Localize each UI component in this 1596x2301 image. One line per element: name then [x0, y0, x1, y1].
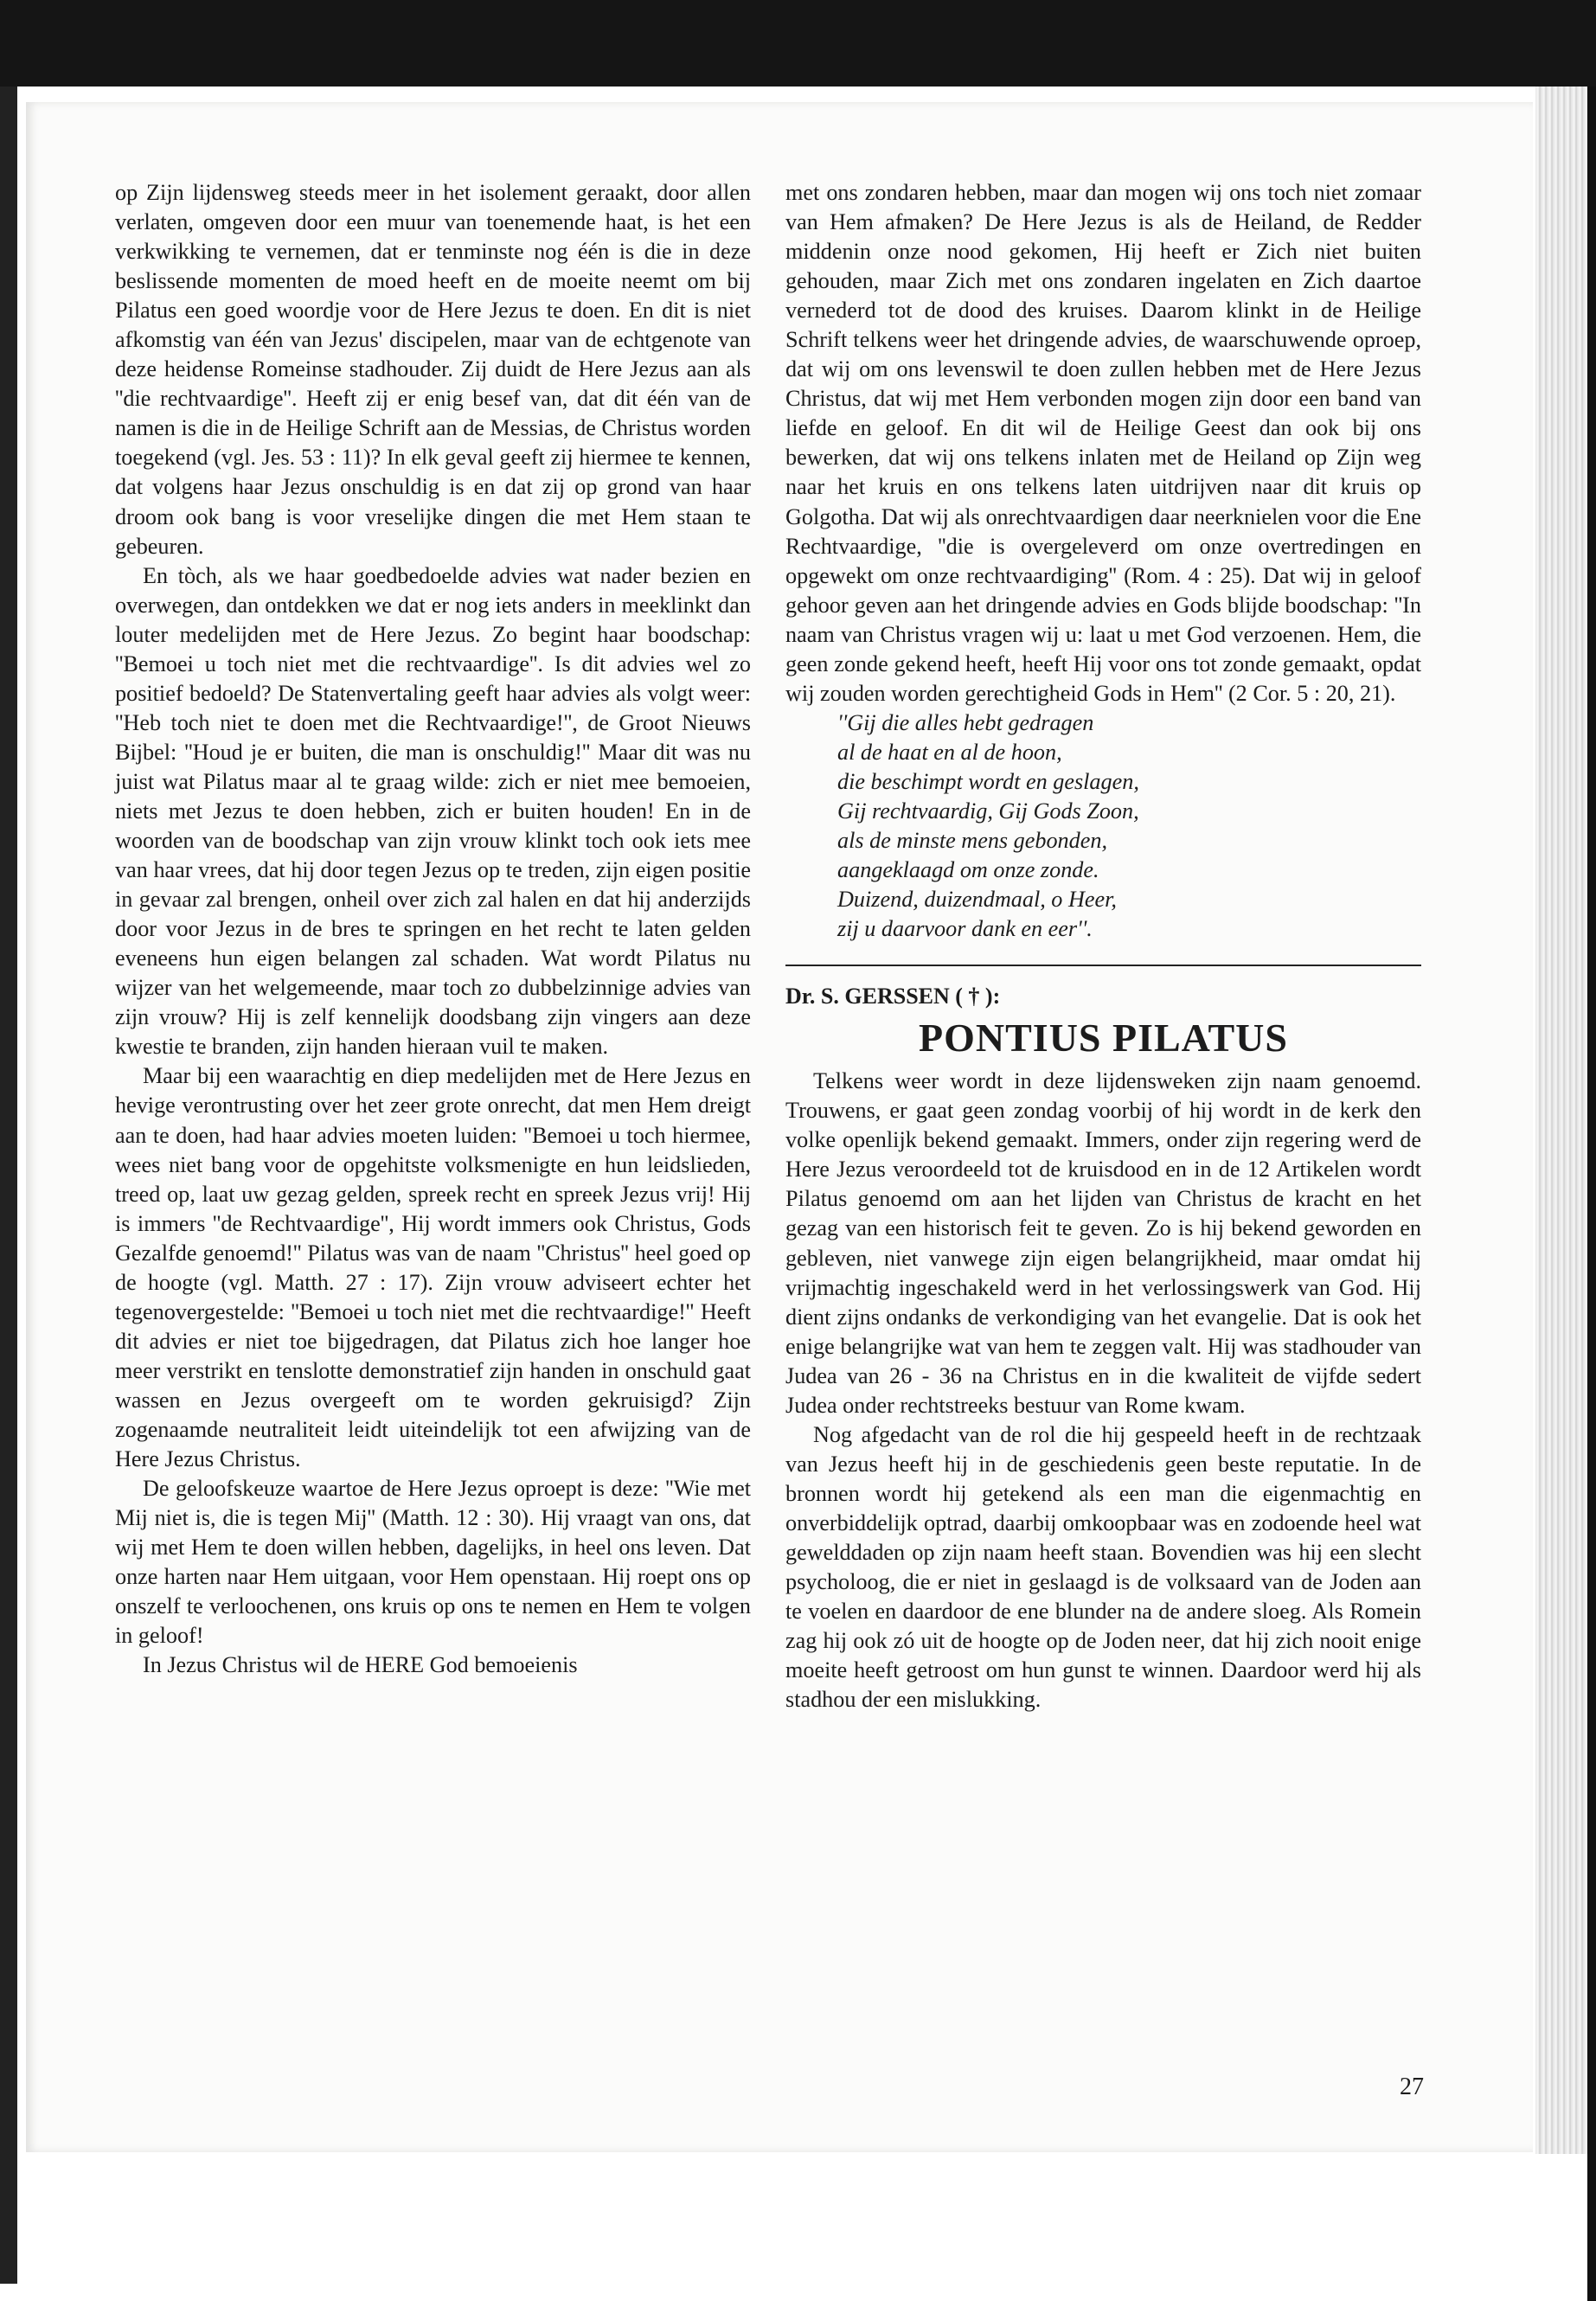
paragraph: De geloofskeuze waartoe de Here Jezus oproept is deze: ''Wie met Mij niet is, die is tegen Mij'' (Matth. 12 : 30). Hij vraagt van ons, dat wij met Hem te doen willen hebben, dagelijks, in heel ons leven. Dat onze harten naar Hem uitgaan, voor Hem openstaan. Hij roept ons op onszelf te verloochenen, ons kruis op ons te nemen en Hem te volgen in geloof! — [115, 1476, 751, 1649]
paragraph: Telkens weer wordt in deze lijdensweken zijn naam genoemd. Trouwens, er gaat geen zondag voorbij of hij wordt in de kerk den volke openlijk bekend gemaakt. Immers, onder zijn regering werd de Here Jezus veroordeeld tot de kruisdood en in de 12 Artikelen wordt Pilatus genoemd om aan het lijden van Christus de kracht en het gezag van een historisch feit te geven. Zo is hij bekend geworden en gebleven, niet vanwege zijn eigen belangrijkheid, maar omdat hij vrijmachtig ingeschakeld werd in het verlossingswerk van God. Hij dient zijns ondanks de verkondiging van het evangelie. Dat is ook het enige belangrijke wat van hem te zeggen valt. Hij was stadhouder van Judea van 26 - 36 na Christus en in die kwaliteit de vijfde sedert Judea onder rechtstreeks bestuur van Rome kwam. — [785, 1068, 1421, 1418]
scan-right-border — [1587, 87, 1596, 2301]
paragraph: met ons zondaren hebben, maar dan mogen wij ons toch niet zomaar van Hem afmaken? De Here Jezus is als de Heiland, de Redder middenin onze nood gekomen, Hij heeft er Zich niet buiten gehouden, maar Zich met ons zondaren ingelaten en Zich daartoe vernederd tot de dood des kruises. Daarom klinkt in de Heilige Schrift telkens weer het dringende advies, de waarschuwende oproep, dat wij om ons levenswil te doen zullen hebben met de Here Jezus Christus, dat wij met Hem verbonden mogen zijn door een band van liefde en geloof. En dit wil de Heilige Geest dan ook bij ons bewerken, dat wij ons telkens inlaten met de Heiland op Zijn weg naar het kruis en ons telkens laten uitdrijven naar dit kruis op Golgotha. Dat wij als onrechtvaardigen daar neerknielen voor die Ene Rechtvaardige, ''die is overgeleverd om onze overtredingen en opgewekt om onze rechtvaardiging'' (Rom. 4 : 25). Dat wij in geloof gehoor geven aan het dringende advies en Gods blijde boodschap: ''In naam van Christus vragen wij u: laat u met God verzoenen. Hem, die geen zonde gekend heeft, heeft Hij voor ons tot zonde gemaakt, opdat wij zouden worden gerechtigheid Gods in Hem'' (2 Cor. 5 : 20, 21). — [785, 180, 1421, 706]
poem-line: zij u daarvoor dank en eer''. — [837, 916, 1093, 942]
poem-line: Gij rechtvaardig, Gij Gods Zoon, — [837, 798, 1139, 824]
author-byline: Dr. S. GERSSEN ( † ): — [785, 984, 1001, 1009]
scan-left-border — [0, 87, 17, 2284]
section-divider — [785, 965, 1421, 966]
poem-line: als de minste mens gebonden, — [837, 828, 1108, 854]
paragraph: op Zijn lijdensweg steeds meer in het isolement geraakt, door allen verlaten, omgeven door een muur van toenemende haat, is het een verkwikking te vernemen, dat er tenminste nog één is die in deze beslissende momenten de moed heeft en de moeite neemt om bij Pilatus een goed woordje voor de Here Jezus te doen. En dit is niet afkomstig van één van Jezus' discipelen, maar van de echtgenote van deze heidense Romeinse stadhouder. Zij duidt de Here Jezus aan als ''die rechtvaardige''. Heeft zij er enig besef van, dat dit één van de namen is die in de Heilige Schrift aan de Messias, de Christus worden toegekend (vgl. Jes. 53 : 11)? In elk geval geeft zij hiermee te kennen, dat volgens haar Jezus onschuldig is en dat zij op grond van haar droom ook bang is voor vreselijke dingen die met Hem staan te gebeuren. — [115, 180, 751, 559]
paragraph: In Jezus Christus wil de HERE God bemoeienis — [143, 1652, 578, 1678]
poem-line: die beschimpt wordt en geslagen, — [837, 768, 1139, 794]
paragraph: Maar bij een waarachtig en diep medelijden met de Here Jezus en hevige verontrusting over het zeer grote onrecht, dat men Hem dreigt aan te doen, had haar advies moeten luiden: ''Bemoei u toch hiermee, wees niet bang voor de opgehitste volksmenigte en hun leidslieden, treed op, laat uw gezag gelden, spreek recht en spreek Jezus vrij! Hij is immers ''de Rechtvaardige'', Hij wordt immers ook Christus, Gods Gezalfde genoemd!'' Pilatus was van de naam ''Christus'' heel goed op de hoogte (vgl. Matth. 27 : 17). Zijn vrouw adviseert echter het tegenovergestelde: ''Bemoei u toch niet met die rechtvaardige!'' Heeft dit advies er niet toe bijgedragen, dat Pilatus zich hoe langer hoe meer verstrikt en tenslotte demonstratief zijn handen in onschuld gaat wassen en Jezus overgeeft om te worden gekruisigd? Zijn zogenaamde neutraliteit leidt uiteindelijk tot een afwijzing van de Here Jezus Christus. — [115, 1063, 751, 1472]
poem-line: al de haat en al de hoon, — [837, 739, 1062, 765]
paragraph: Nog afgedacht van de rol die hij gespeeld heeft in de rechtzaak van Jezus heeft hij in de geschiedenis geen beste reputatie. In de bronnen wordt hij getekend als een man die eigenmachtig en onverbiddelijk optrad, daarbij omkoopbaar was en zodoende heel wat gewelddaden op zijn naam heeft staan. Bovendien was hij een slecht psycholoog, die er niet in geslaagd is de volksaard van de Joden aan te voelen en daardoor de ene blunder na de andere sloeg. Als Romein zag hij ook zó uit de hoogte op de Joden neer, dat hij zich nooit enige moeite heeft getroost om hun gunst te winnen. Daardoor werd hij als stadhou der een mislukking. — [785, 1421, 1421, 1713]
paragraph: En tòch, als we haar goedbedoelde advies wat nader bezien en overwegen, dan ontdekken we dat er nog iets anders in meeklinkt dan louter medelijden met de Here Jezus. Zo begint haar boodschap: ''Bemoei u toch niet met die rechtvaardige''. Is dit advies wel zo positief bedoeld? De Statenvertaling geeft haar advies als volgt weer: ''Heb toch niet te doen met die Rechtvaardige!'', de Groot Nieuws Bijbel: ''Houd je er buiten, die man is onschuldig!'' Maar dit was nu juist wat Pilatus maar al te graag wilde: zich er niet mee bemoeien, niets met Jezus te doen hebben, zich er buiten houden! En in de woorden van de boodschap van zijn vrouw klinkt toch ook iets mee van haar vrees, dat hij door tegen Jezus op te treden, zijn eigen positie in gevaar zal brengen, onheil over zich zal halen en dat hij anderzijds door voor Jezus in de bres te springen en het recht te laten gelden eveneens hun eigen belangen zal schaden. Wat wordt Pilatus nu wijzer van het welgemeende, maar toch zo dubbelzinnige advies van zijn vrouw? Hij is zelf kennelijk doodsbang zijn vingers aan deze kwestie te branden, zijn handen hieraan vuil te maken. — [115, 562, 751, 1060]
poem-line: Duizend, duizendmaal, o Heer, — [837, 887, 1117, 913]
right-column — [785, 178, 1421, 1715]
left-column — [115, 178, 751, 1680]
article-title: PONTIUS PILATUS — [919, 1016, 1288, 1061]
poem-line: aangeklaagd om onze zonde. — [837, 857, 1099, 883]
poem-line: ''Gij die alles hebt gedragen — [837, 709, 1094, 735]
scan-top-border — [0, 0, 1596, 87]
page-number: 27 — [1400, 2073, 1424, 2100]
poem — [837, 708, 1421, 944]
